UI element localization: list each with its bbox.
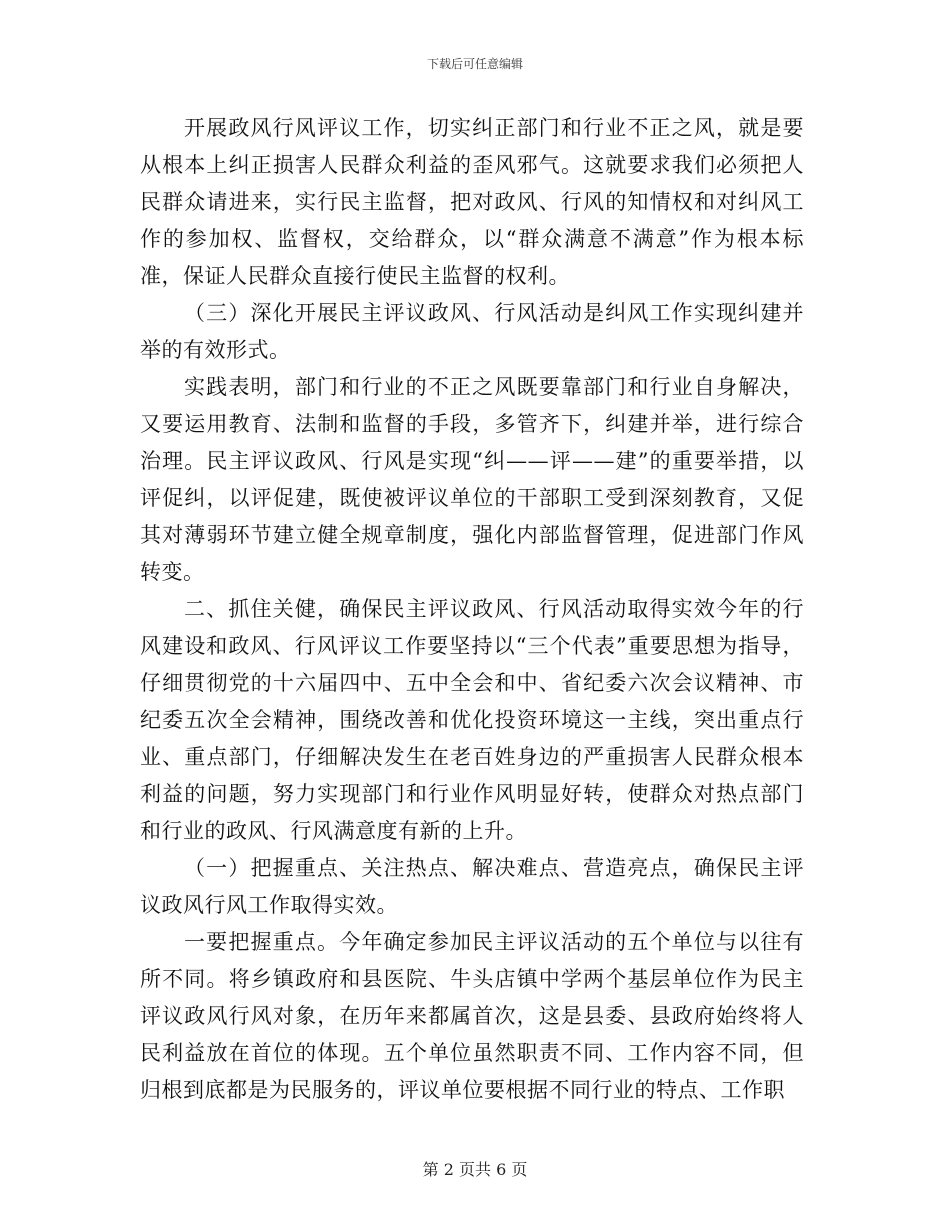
paragraph: 开展政风行风评议工作，切实纠正部门和行业不正之风，就是要从根本上纠正损害人民群众利益的歪风邪气。这就要求我们必须把人民群众请进来，实行民主监督，把对政风、行风的知情权和对纠风工作的参加权、监督权，交给群众，以“群众满意不满意”作为根本标准，保证人民群众直接行使民主监督的权利。 — [140, 116, 804, 288]
document-body — [140, 110, 804, 1109]
paragraph: （三）深化开展民主评议政风、行风活动是纠风工作实现纠建并举的有效形式。 — [140, 301, 804, 362]
page-footer: 第 2 页共 6 页 — [422, 1160, 528, 1179]
paragraph: 二、抓住关健，确保民主评议政风、行风活动取得实效今年的行风建设和政风、行风评议工作要坚持以“三个代表”重要思想为指导，仔细贯彻党的十六届四中、五中全会和中、省纪委六次会议精神、市纪委五次全会精神，围绕改善和优化投资环境这一主线，突出重点行业、重点部门，仔细解决发生在老百姓身边的严重损害人民群众根本利益的问题，努力实现部门和行业作风明显好转，使群众对热点部门和行业的政风、行风满意度有新的上升。 — [140, 597, 804, 843]
paragraph: 一要把握重点。今年确定参加民主评议活动的五个单位与以往有所不同。将乡镇政府和县医院、牛头店镇中学两个基层单位作为民主评议政风行风对象，在历年来都属首次，这是县委、县政府始终将人民利益放在首位的体现。五个单位虽然职责不同、工作内容不同，但归根到底都是为民服务的，评议单位要根据不同行业的特点、工作职 — [140, 930, 804, 1102]
paragraph: 实践表明，部门和行业的不正之风既要靠部门和行业自身解决，又要运用教育、法制和监督的手段，多管齐下，纠建并举，进行综合治理。民主评议政风、行风是实现“纠——评——建”的重要举措，以评促纠，以评促建，既使被评议单位的干部职工受到深刻教育，又促其对薄弱环节建立健全规章制度，强化内部监督管理，促进部门作风转变。 — [140, 375, 804, 584]
paragraph: （一）把握重点、关注热点、解决难点、营造亮点，确保民主评议政风行风工作取得实效。 — [140, 856, 804, 917]
page-header: 下载后可任意编辑 — [426, 57, 523, 71]
